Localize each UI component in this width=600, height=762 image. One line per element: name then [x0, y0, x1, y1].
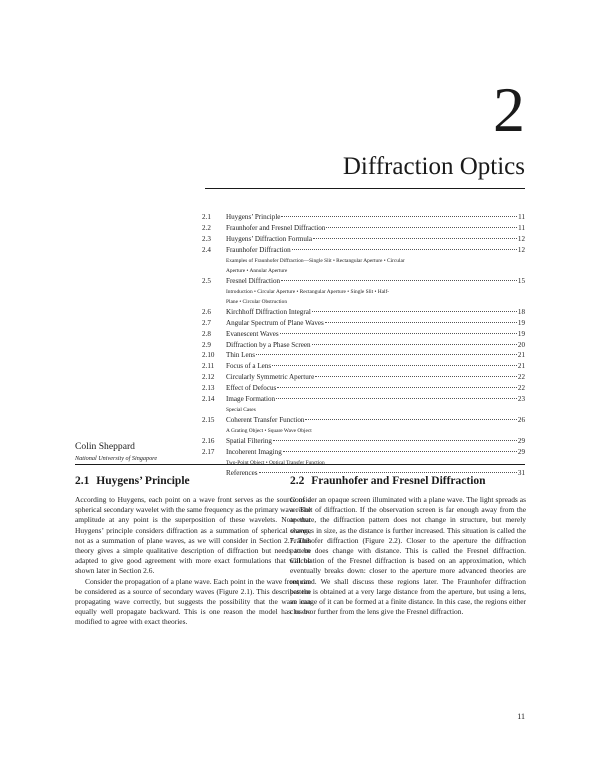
toc-entry-title: Fraunhofer Diffraction	[226, 245, 291, 254]
toc-entry-title: Kirchhoff Diffraction Integral	[226, 307, 311, 316]
page-number: 11	[517, 712, 525, 721]
toc-entry-number: 2.6	[202, 307, 211, 316]
toc-entry[interactable]	[202, 212, 525, 223]
author-affiliation: National University of Singapore	[75, 455, 158, 462]
toc-dot-leader	[280, 333, 517, 334]
toc-entry[interactable]	[202, 329, 525, 340]
toc-entry-page: 26	[517, 415, 525, 424]
toc-dot-leader	[276, 398, 517, 399]
toc-entry-title: Diffraction by a Phase Screen	[226, 340, 311, 349]
section-title: Fraunhofer and Fresnel Diffraction	[311, 475, 486, 487]
paragraph: According to Huygens, each point on a wave front serves as the source of a spherical secondary wavelet with the same frequency as the primary wave. The amplitude at any point is the superposition of these wavelets. Note that Huygens’ principle considers diffraction as a summation of spherical waves, not as a summation of plane waves, as we will consider in Section 2.7. This theory gives a simple qualitative description of diffraction but needs to be adapted to give good agreement with more exact formulations that will be shown later in Section 2.6.	[75, 495, 311, 576]
toc-entry[interactable]	[202, 318, 525, 329]
toc-entry-page: 21	[517, 351, 525, 360]
toc-entry[interactable]	[202, 234, 525, 245]
toc-entry-title: Angular Spectrum of Plane Waves	[226, 318, 324, 327]
section-heading-2-2	[290, 474, 526, 488]
toc-entry-page: 22	[517, 373, 525, 382]
toc-subtopics: Examples of Fraunhofer Diffraction—Single Slit • Rectangular Aperture • Circular	[226, 257, 405, 264]
toc-entry[interactable]	[202, 447, 525, 458]
column-right	[290, 474, 526, 617]
toc-entry-number: 2.14	[202, 394, 215, 403]
toc-entry-title: Thin Lens	[226, 351, 255, 360]
toc-entry-title: Evanescent Waves	[226, 329, 279, 338]
toc-entry-page: 29	[517, 447, 525, 456]
toc-entry-number: 2.2	[202, 223, 211, 232]
toc-entry-page: 11	[518, 213, 525, 221]
toc-dot-leader	[273, 440, 517, 441]
toc-dot-leader	[312, 344, 517, 345]
toc-dot-leader	[259, 472, 517, 473]
toc-entry[interactable]	[202, 276, 525, 287]
toc-entry-number: 2.17	[202, 447, 215, 456]
toc-dot-leader	[315, 376, 517, 377]
chapter-number: 2	[493, 74, 525, 145]
toc-entry-title: Focus of a Lens	[226, 362, 272, 371]
toc-dot-leader	[281, 280, 517, 281]
toc-entry[interactable]	[202, 436, 525, 447]
toc-entry-page: 12	[517, 234, 525, 243]
toc-entry-title: Coherent Transfer Function	[226, 415, 305, 424]
toc-entry-page: 19	[517, 318, 525, 327]
toc-entry-page: 18	[517, 307, 525, 316]
toc-entry-number: 2.8	[202, 329, 211, 338]
toc-dot-leader	[326, 227, 517, 228]
toc-subtopics: Introduction • Circular Aperture • Rectangular Aperture • Single Slit • Half-	[226, 288, 390, 295]
toc-subtopics: Two-Point Object • Optical Transfer Function	[226, 459, 325, 466]
toc-dot-leader	[272, 365, 517, 366]
table-of-contents	[202, 212, 525, 479]
toc-entry-page: 21	[517, 362, 525, 371]
section-number: 2.1	[75, 475, 90, 487]
toc-entry-page: 20	[517, 340, 525, 349]
toc-entry-title: Huygens’ Principle	[226, 213, 281, 221]
toc-entry[interactable]	[202, 245, 525, 256]
toc-entry-page: 19	[517, 329, 525, 338]
toc-entry[interactable]	[202, 350, 525, 361]
toc-entry-page: 12	[517, 245, 525, 254]
section-title: Huygens’ Principle	[96, 475, 190, 487]
toc-entry[interactable]	[202, 415, 525, 426]
toc-entry-number: 2.15	[202, 415, 215, 424]
author-name: Colin Sheppard	[75, 441, 135, 452]
toc-entry-number: 2.1	[202, 213, 211, 221]
toc-entry-page: 22	[517, 384, 525, 393]
toc-entry-page: 31	[517, 468, 525, 477]
toc-entry-title: Fresnel Diffraction	[226, 276, 281, 285]
toc-dot-leader	[256, 354, 517, 355]
title-rule	[205, 188, 525, 189]
toc-entry-title: Circularly Symmetric Aperture	[226, 373, 315, 382]
toc-entry-page: 15	[517, 276, 525, 285]
toc-entry-title: References	[226, 468, 258, 477]
toc-dot-leader	[312, 311, 517, 312]
toc-dot-leader	[277, 387, 517, 388]
toc-entry[interactable]	[202, 307, 525, 318]
toc-entry-number: 2.5	[202, 276, 211, 285]
toc-dot-leader	[292, 249, 517, 250]
toc-dot-leader	[313, 238, 517, 239]
toc-entry-number: 2.4	[202, 245, 211, 254]
toc-entry-title: Incoherent Imaging	[226, 447, 282, 456]
toc-entry-page: 11	[518, 223, 525, 232]
toc-entry-title: Spatial Filtering	[226, 436, 272, 445]
toc-dot-leader	[281, 216, 517, 217]
toc-entry-page: 23	[517, 394, 525, 403]
toc-entry-title: Fraunhofer and Fresnel Diffraction	[226, 223, 326, 232]
toc-dot-leader	[283, 451, 517, 452]
toc-entry-title: Huygens’ Diffraction Formula	[226, 234, 313, 243]
toc-entry[interactable]	[202, 394, 525, 405]
toc-subtopics: Special Cases	[226, 406, 256, 413]
toc-entry-title: Effect of Defocus	[226, 384, 277, 393]
toc-entry[interactable]	[202, 340, 525, 351]
column-left	[75, 474, 311, 628]
toc-dot-leader	[325, 322, 517, 323]
body-rule	[75, 464, 525, 465]
section-number: 2.2	[290, 475, 305, 487]
toc-subtopics: A Grating Object • Square Wave Object	[226, 427, 312, 434]
toc-subtopics: Aperture • Annular Aperture	[226, 267, 288, 274]
toc-entry[interactable]	[202, 372, 525, 383]
toc-entry-number: 2.12	[202, 373, 215, 382]
toc-entry[interactable]	[202, 223, 525, 234]
toc-entry-number: 2.16	[202, 436, 215, 445]
toc-entry-number: 2.9	[202, 340, 211, 349]
toc-entry-number: 2.11	[202, 362, 215, 371]
toc-subtopics: Plane • Circular Obstruction	[226, 298, 288, 305]
toc-entry-title: Image Formation	[226, 394, 276, 403]
paragraph: Consider an opaque screen illuminated with a plane wave. The light spreads as a result of diffraction. If the observation screen is far enough away from the aperture, the diffraction pattern does not change in structure, but merely changes in size, as the distance is further increased. This situation is called the Fraunhofer diffraction (Figure 2.2). Closer to the aperture the diffraction pattern does change with distance. This is called the Fresnel diffraction. Calculation of the Fresnel diffraction is based on an approximation, which eventually breaks down: closer to the aperture more advanced theories are required. We shall discuss these regions later. The Fraunhofer diffraction pattern is obtained at a very large distance from the aperture, but using a lens, an image of it can be formed at a finite distance. In this case, the regions either closer or further from the lens give the Fresnel diffraction.	[290, 495, 526, 617]
toc-dot-leader	[305, 419, 516, 420]
toc-entry[interactable]	[202, 383, 525, 394]
toc-entry-page: 29	[517, 436, 525, 445]
toc-entry[interactable]	[202, 361, 525, 372]
toc-entry-number: 2.3	[202, 234, 211, 243]
section-heading-2-1	[75, 474, 311, 488]
chapter-title: Diffraction Optics	[342, 153, 525, 180]
paragraph: Consider the propagation of a plane wave. Each point in the wave front can be considered as a source of secondary waves (Figure 2.1). This describes the propagating wave correctly, but suggests the possibility that the wave can equally well propagate backward. This is one reason the model has to be modified to agree with exact theories.	[75, 576, 311, 627]
toc-entry-number: 2.13	[202, 384, 215, 393]
toc-entry-number: 2.7	[202, 318, 211, 327]
toc-entry-number: 2.10	[202, 351, 215, 360]
